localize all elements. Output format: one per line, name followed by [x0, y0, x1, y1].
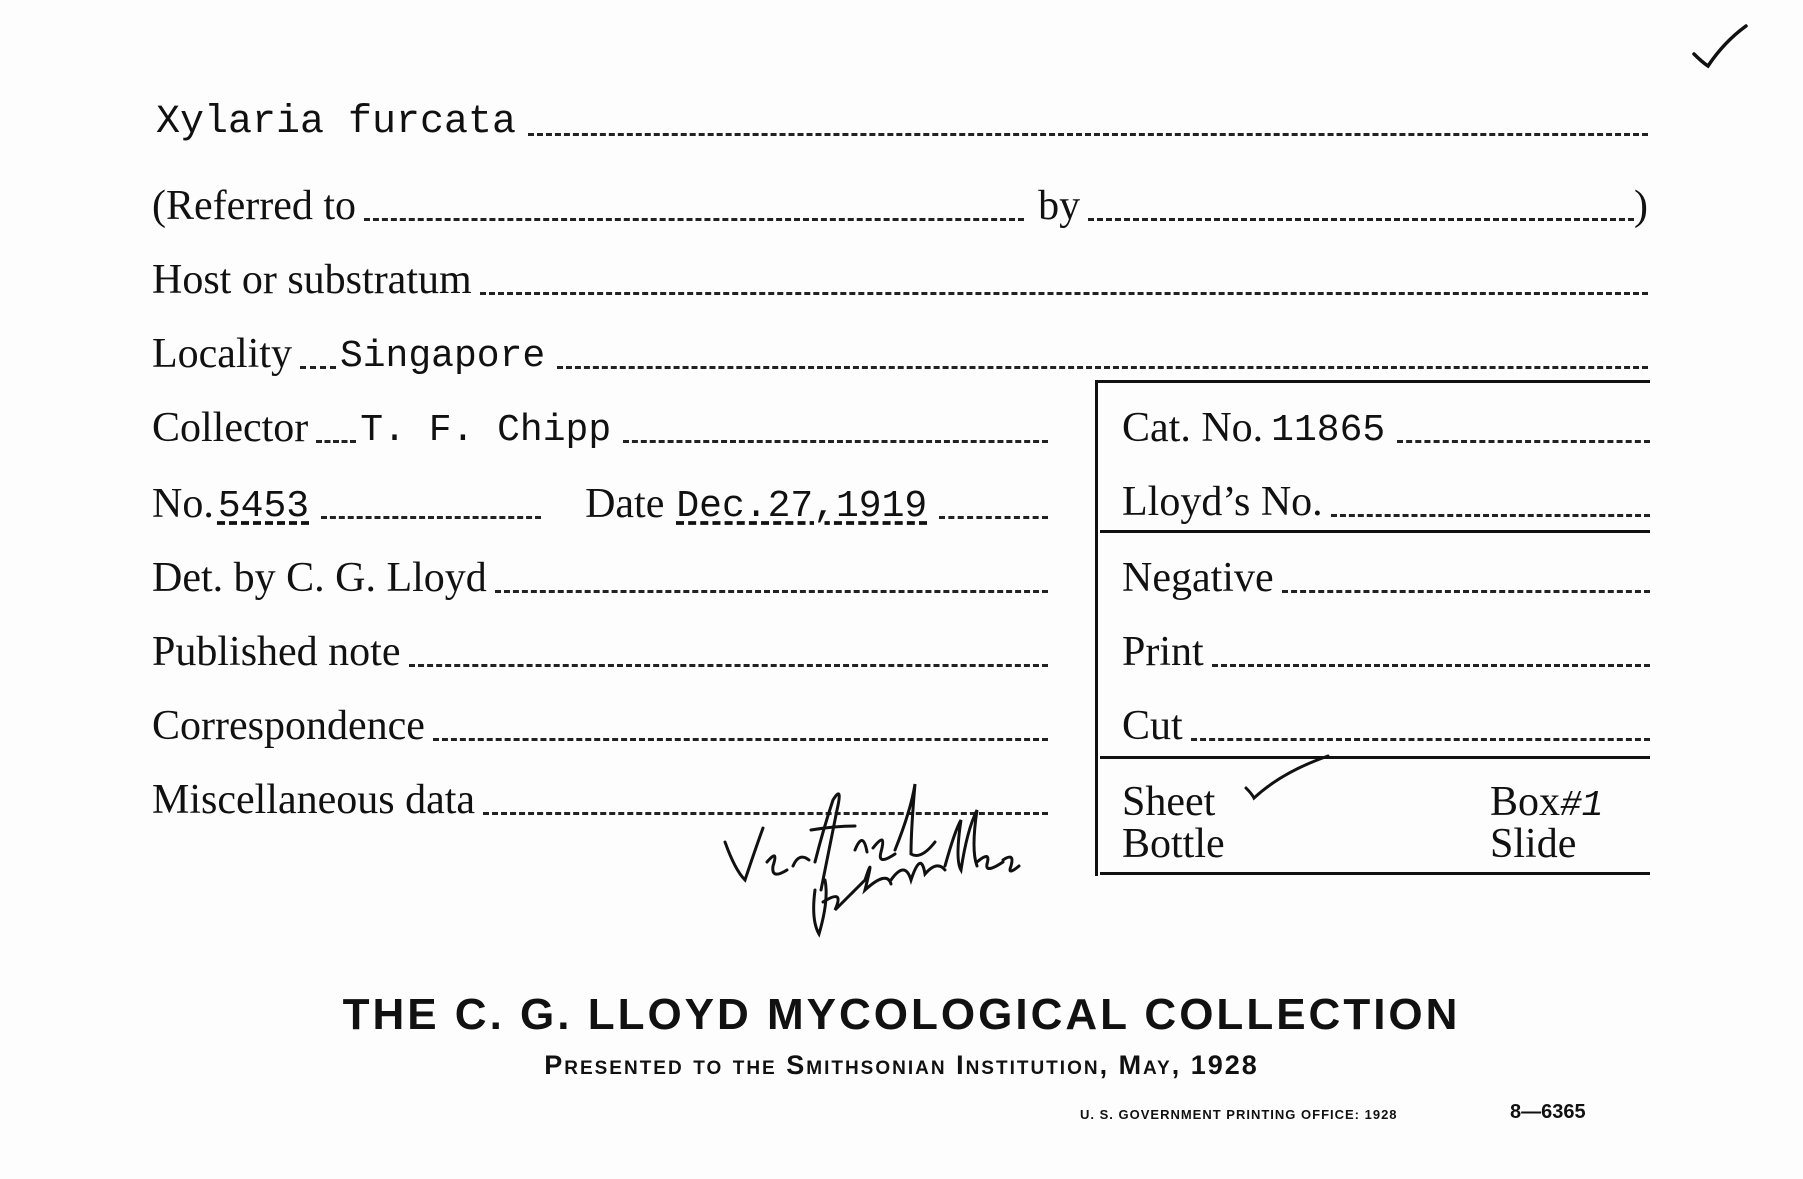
- published-fill-line: [409, 663, 1049, 667]
- cat-label: Cat. No.: [1122, 405, 1264, 451]
- by-fill-line: [1088, 217, 1634, 221]
- referred-to-label: (Referred to: [152, 183, 357, 229]
- panel-left-line: [1095, 380, 1098, 876]
- no-label: No.: [152, 481, 214, 527]
- species-name: Xylaria furcata: [156, 100, 517, 145]
- cat-value: 11865: [1271, 409, 1386, 452]
- locality-pre-line: [300, 365, 336, 369]
- cut-fill-line: [1191, 737, 1650, 741]
- bottle-label: Bottle: [1122, 821, 1225, 867]
- by-label: by: [1038, 183, 1081, 229]
- det-label: Det. by C. G. Lloyd: [152, 555, 487, 601]
- cut-label: Cut: [1122, 703, 1183, 749]
- correspondence-fill-line: [433, 737, 1048, 741]
- print-label: Print: [1122, 629, 1204, 675]
- sheet-label: Sheet: [1122, 779, 1216, 825]
- lloyds-row: [1122, 478, 1650, 526]
- negative-row: [1122, 554, 1650, 602]
- panel-divider-1: [1100, 530, 1650, 533]
- slide-label: Slide: [1490, 821, 1577, 867]
- host-row: [152, 256, 1648, 304]
- lloyds-label: Lloyd’s No.: [1122, 479, 1323, 525]
- box-label: [1490, 778, 1603, 826]
- date-fill-line: [939, 515, 1048, 519]
- close-paren: ): [1634, 183, 1648, 229]
- box-label-text: Box: [1490, 779, 1561, 825]
- panel-bottom-line: [1100, 872, 1650, 875]
- print-fill-line: [1212, 663, 1650, 667]
- det-row: [152, 554, 1048, 602]
- locality-fill-line: [557, 365, 1648, 369]
- no-fill-line: [321, 515, 541, 519]
- date-label: Date: [585, 481, 665, 527]
- cat-fill-line: [1397, 439, 1650, 443]
- cat-row: [1122, 404, 1650, 452]
- species-fill-line: [528, 132, 1648, 136]
- locality-row: [152, 330, 1648, 378]
- date-value: Dec.27,1919: [676, 485, 928, 528]
- host-label: Host or substratum: [152, 257, 472, 303]
- referred-row: [152, 182, 1648, 230]
- no-date-row: [152, 480, 1048, 528]
- species-row: [152, 100, 1648, 145]
- host-fill-line: [480, 291, 1648, 295]
- panel-top-line: [1098, 380, 1650, 383]
- cut-row: [1122, 702, 1650, 750]
- lloyds-fill-line: [1331, 513, 1650, 517]
- referred-to-fill-line: [364, 217, 1024, 221]
- collector-row: [152, 404, 1048, 452]
- no-value: 5453: [217, 485, 310, 528]
- printing-office-line: U. S. GOVERNMENT PRINTING OFFICE: 1928: [1080, 1107, 1398, 1122]
- collection-title: THE C. G. LLOYD MYCOLOGICAL COLLECTION: [342, 990, 1461, 1039]
- negative-label: Negative: [1122, 555, 1274, 601]
- locality-value: Singapore: [339, 335, 546, 378]
- print-row: [1122, 628, 1650, 676]
- published-label: Published note: [152, 629, 401, 675]
- correspondence-label: Correspondence: [152, 703, 425, 749]
- box-value: #1: [1560, 785, 1604, 826]
- collector-pre-line: [316, 439, 356, 443]
- panel-divider-2: [1100, 756, 1650, 759]
- locality-label: Locality: [152, 331, 292, 377]
- collector-fill-line: [623, 439, 1048, 443]
- sheet-check-mark-icon: [1242, 752, 1332, 802]
- form-number: 8—6365: [1510, 1101, 1586, 1123]
- misc-label: Miscellaneous data: [152, 777, 476, 823]
- correspondence-row: [152, 702, 1048, 750]
- negative-fill-line: [1282, 589, 1650, 593]
- collection-subtitle: Presented to the Smithsonian Institution, May, 1928: [544, 1050, 1259, 1080]
- check-mark-icon: [1690, 20, 1750, 70]
- det-fill-line: [495, 589, 1048, 593]
- collector-label: Collector: [152, 405, 309, 451]
- handwritten-signature: [715, 770, 1055, 950]
- collector-value: T. F. Chipp: [360, 409, 612, 452]
- published-row: [152, 628, 1048, 676]
